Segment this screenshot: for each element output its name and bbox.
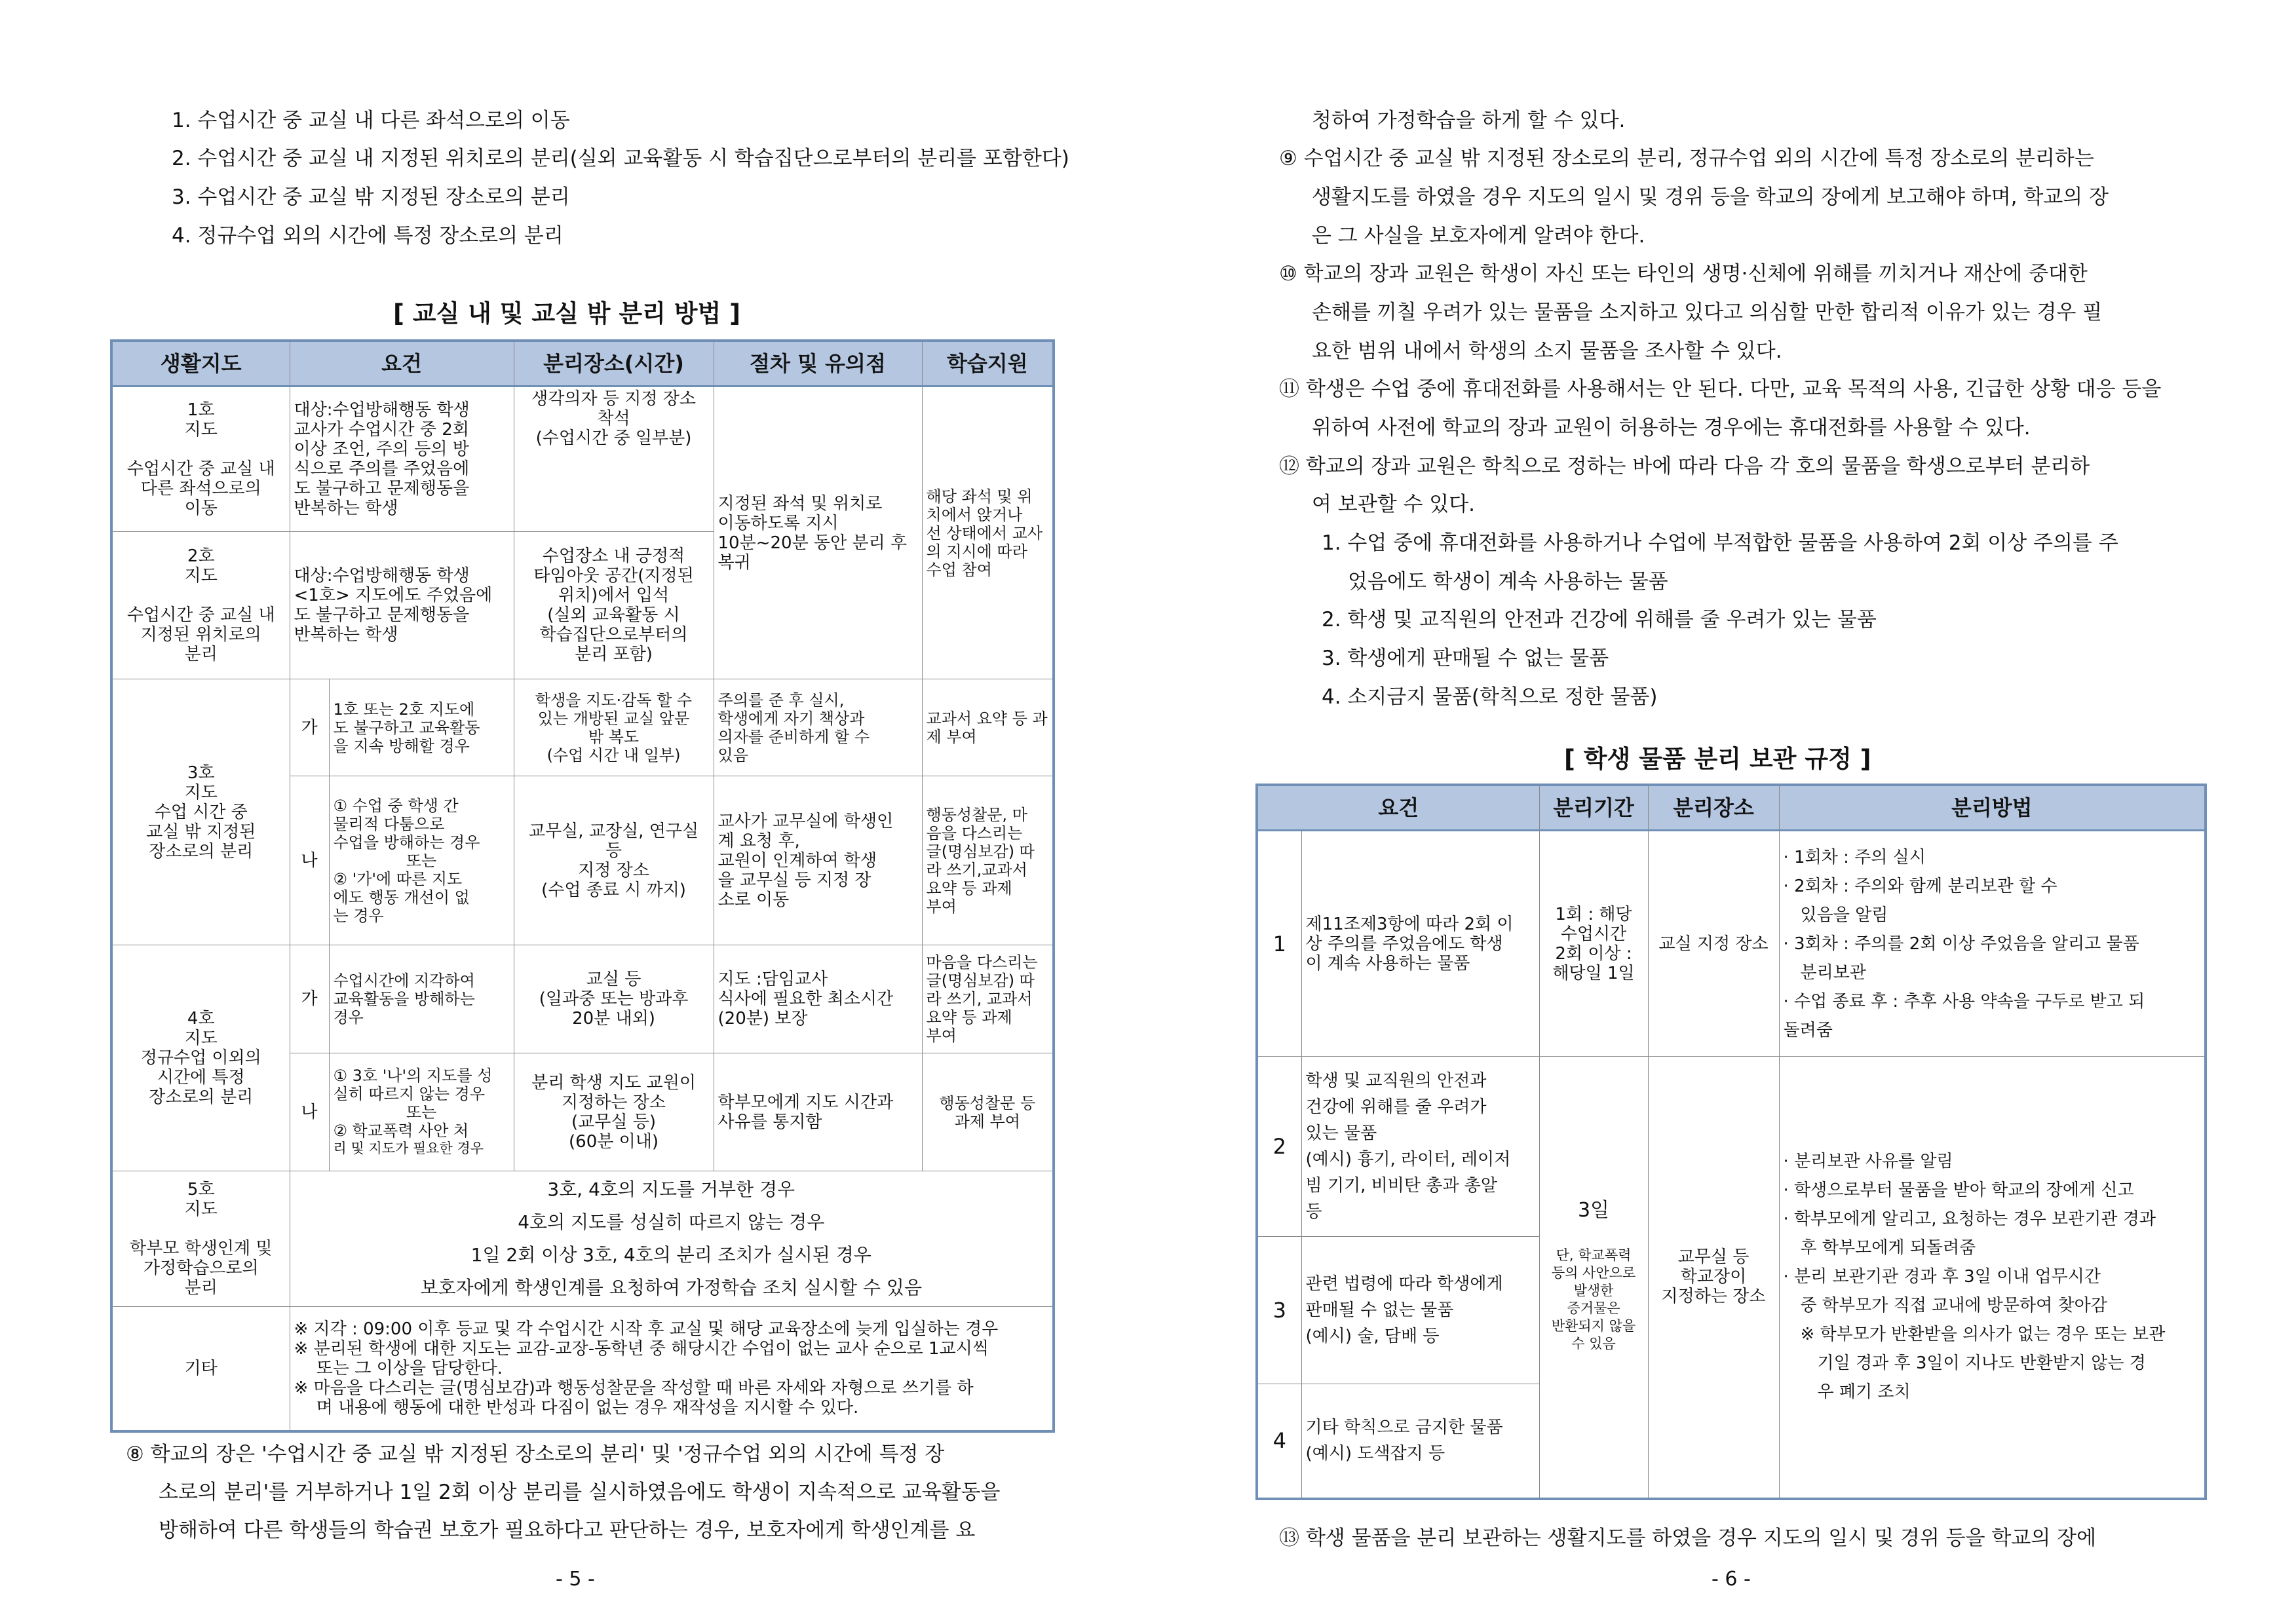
col-header: 요건 [290,341,514,387]
support-cell: 행동성찰문 등 과제 부여 [922,1053,1054,1171]
sub-label: 나 [290,776,329,945]
requirement-cell: 기타 학칙으로 금지한 물품 (예시) 도색잡지 등 [1301,1384,1539,1499]
section-title: [ 교실 내 및 교실 밖 분리 방법 ] [393,299,741,328]
requirement-cell: ① 수업 중 학생 간 물리적 다툼으로 수업을 방해하는 경우 또는 ② '가'에 따른 지도 에도 행동 개선이 없 는 경우 [329,776,514,945]
paragraph-line: ⑫ 학교의 장과 교원은 학칙으로 정하는 바에 따라 다음 각 호의 물품을 학생으로부터 분리하 [1279,455,2090,478]
paragraph-line: ⑩ 학교의 장과 교원은 학생이 자신 또는 타인의 생명·신체에 위해를 끼치거나 재산에 중대한 [1279,262,2088,286]
method-cell: · 분리보관 사유를 알림 · 학생으로부터 물품을 받아 학교의 장에게 신고 · 학부모에게 알리고, 요청하는 경우 보관기관 경과 후 학부모에게 되돌려줌 · 분리 보관기관 경과 후 3일 이내 업무시간 중 학부모가 직접 교내에 방문하여 찾아감 ※ 학부모가 반환받을 의사가 없는 경우 또는 보관 기일 경과 후 3일이 지나도 반환받지 않는 경 우 폐기 조치 [1779,1057,2206,1499]
col-header: 분리기간 [1539,785,1648,831]
place-cell: 생각의자 등 지정 장소 착석 (수업시간 중 일부분) [514,387,714,532]
paragraph-line: 손해를 끼칠 우려가 있는 물품을 소지하고 있다고 의심할 만한 합리적 이유가 있는 경우 필 [1312,301,2103,324]
requirement-cell: 1호 또는 2호 지도에 도 불구하고 교육활동 을 지속 방해할 경우 [329,679,514,776]
row-number: 2 [1257,1057,1301,1237]
procedure-cell: 주의를 준 후 실시, 학생에게 자기 책상과 의자를 준비하게 할 수 있음 [714,679,922,776]
table-row [111,1171,1054,1307]
paragraph-line: 은 그 사실을 보호자에게 알려야 한다. [1312,224,1645,248]
support-cell: 교과서 요약 등 과 제 부여 [922,679,1054,776]
list-item: 4. 소지금지 물품(학칙으로 정한 물품) [1322,685,1658,709]
guide-cell: 2호 지도 수업시간 중 교실 내 지정된 위치로의 분리 [111,532,290,679]
guide-cell: 4호 지도 정규수업 이외의 시간에 특정 장소로의 분리 [111,945,290,1171]
requirement-cell: 학생 및 교직원의 안전과 건강에 위해를 줄 우려가 있는 물품 (예시) 흉기, 라이터, 레이저 빔 기기, 비비탄 총과 총알 등 [1301,1057,1539,1237]
procedure-cell: 지도 :담임교사 식사에 필요한 최소시간 (20분) 보장 [714,945,922,1053]
table-row [111,945,1054,1053]
table-row [1257,831,2206,1057]
list-item: 3. 학생에게 판매될 수 없는 물품 [1322,647,1609,670]
row-number: 4 [1257,1384,1301,1499]
col-header: 학습지원 [922,341,1054,387]
item-storage-table [1255,784,2207,1500]
col-header: 분리방법 [1779,785,2206,831]
procedure-cell: 지정된 좌석 및 위치로 이동하도록 지시 10분~20분 동안 분리 후 복귀 [714,387,922,679]
guide-cell: 1호 지도 수업시간 중 교실 내 다른 좌석으로의 이동 [111,387,290,532]
table-row [111,679,1054,776]
paragraph-line: ⑪ 학생은 수업 중에 휴대전화를 사용해서는 안 된다. 다만, 교육 목적의 사용, 긴급한 상황 대응 등을 [1279,377,2162,401]
row-number: 1 [1257,831,1301,1057]
method-cell: · 1회차 : 주의 실시 · 2회차 : 주의와 함께 분리보관 할 수 있음을 알림 · 3회차 : 주의를 2회 이상 주었음을 알리고 물품 분리보관 · 수업 종료 후 : 추후 사용 약속을 구두로 받고 되 돌려줌 [1779,831,2206,1057]
requirement-cell: 수업시간에 지각하여 교육활동을 방해하는 경우 [329,945,514,1053]
separation-method-table [110,339,1055,1433]
place-cell: 교무실, 교장실, 연구실 등 지정 장소 (수업 종료 시 까지) [514,776,714,945]
requirement-cell: 대상:수업방해행동 학생 <1호> 지도에도 주었음에 도 불구하고 문제행동을 반복하는 학생 [290,532,514,679]
procedure-cell: 학부모에게 지도 시간과 사유를 통지함 [714,1053,922,1171]
row-number: 3 [1257,1237,1301,1384]
sub-label: 가 [290,945,329,1053]
etc-notes: ※ 지각 : 09:00 이후 등교 및 각 수업시간 시작 후 교실 및 해당 교육장소에 늦게 입실하는 경우 ※ 분리된 학생에 대한 지도는 교감-교장-동학년 중 해당시간 수업이 없는 교사 순으로 1교시씩 또는 그 이상을 담당한다. ※ 마음을 다스리는 글(명심보감)과 행동성찰문을 작성할 때 바른 자세와 자형으로 쓰기를 하 며 내용에 행동에 대한 반성과 다짐이 없는 경우 재작성을 지시할 수 있다. [290,1307,1054,1431]
paragraph-line: ⑬ 학생 물품을 분리 보관하는 생활지도를 하였을 경우 지도의 일시 및 경위 등을 학교의 장에 [1279,1526,2097,1550]
place-cell: 수업장소 내 긍정적 타임아웃 공간(지정된 위치)에서 입석 (실외 교육활동 시 학습집단으로부터의 분리 포함) [514,532,714,679]
table-header-row [1257,785,2206,831]
paragraph-line: 위하여 사전에 학교의 장과 교원이 허용하는 경우에는 휴대전화를 사용할 수 있다. [1312,416,2031,440]
paragraph-line: 소로의 분리'를 거부하거나 1일 2회 이상 분리를 실시하였음에도 학생이 지속적으로 교육활동을 [159,1481,1001,1504]
list-item: 3. 수업시간 중 교실 밖 지정된 장소로의 분리 [172,185,570,209]
period-cell: 1회 : 해당 수업시간 2회 이상 : 해당일 1일 [1539,831,1648,1057]
paragraph-line: 청하여 가정학습을 하게 할 수 있다. [1312,109,1626,132]
list-item: 었음에도 학생이 계속 사용하는 물품 [1348,570,1668,594]
place-cell: 학생을 지도·감독 할 수 있는 개방된 교실 앞문 밖 복도 (수업 시간 내 일부) [514,679,714,776]
paragraph-line: 여 보관할 수 있다. [1312,493,1476,516]
table-row [111,1307,1054,1431]
merged-cell: 3호, 4호의 지도를 거부한 경우 4호의 지도를 성실히 따르지 않는 경우 1일 2회 이상 3호, 4호의 분리 조치가 실시된 경우 보호자에게 학생인계를 요청하여 가정학습 조치 실시할 수 있음 [290,1171,1054,1307]
sub-label: 나 [290,1053,329,1171]
sub-label: 가 [290,679,329,776]
requirement-cell: 관련 법령에 따라 학생에게 판매될 수 없는 물품 (예시) 술, 담배 등 [1301,1237,1539,1384]
list-item: 4. 정규수업 외의 시간에 특정 장소로의 분리 [172,224,564,248]
list-item: 1. 수업 중에 휴대전화를 사용하거나 수업에 부적합한 물품을 사용하여 2회 이상 주의를 주 [1322,531,2118,555]
paragraph-line: ⑨ 수업시간 중 교실 밖 지정된 장소로의 분리, 정규수업 외의 시간에 특정 장소로의 분리하는 [1279,147,2094,170]
guide-cell: 5호 지도 학부모 학생인계 및 가정학습으로의 분리 [111,1171,290,1307]
requirement-cell: 대상:수업방해행동 학생 교사가 수업시간 중 2회 이상 조언, 주의 등의 방 식으로 주의를 주었음에 도 불구하고 문제행동을 반복하는 학생 [290,387,514,532]
place-cell: 분리 학생 지도 교원이 지정하는 장소 (교무실 등) (60분 이내) [514,1053,714,1171]
support-cell: 해당 좌석 및 위 치에서 앉거나 선 상태에서 교사 의 지시에 따라 수업 참여 [922,387,1054,679]
col-header: 요건 [1257,785,1539,831]
procedure-cell: 교사가 교무실에 학생인 계 요청 후, 교원이 인계하여 학생 을 교무실 등 지정 장 소로 이동 [714,776,922,945]
page-6 [1148,0,2296,1624]
place-cell: 교실 등 (일과중 또는 방과후 20분 내외) [514,945,714,1053]
table-row [1257,1057,2206,1237]
place-cell: 교실 지정 장소 [1648,831,1779,1057]
support-cell: 마음을 다스리는 글(명심보감) 따 라 쓰기, 교과서 요약 등 과제 부여 [922,945,1054,1053]
requirement-cell: 제11조제3항에 따라 2회 이 상 주의를 주었음에도 학생 이 계속 사용하는 물품 [1301,831,1539,1057]
col-header: 생활지도 [111,341,290,387]
support-cell: 행동성찰문, 마 음을 다스리는 글(명심보감) 따 라 쓰기,교과서 요약 등 과제 부여 [922,776,1054,945]
col-header: 분리장소 [1648,785,1779,831]
col-header: 절차 및 유의점 [714,341,922,387]
page-number: - 5 - [556,1568,595,1591]
table-row [111,387,1054,532]
requirement-cell: ① 3호 '나'의 지도를 성 실히 따르지 않는 경우 또는 ② 학교폭력 사안 처 리 및 지도가 필요한 경우 [329,1053,514,1171]
list-item: 2. 학생 및 교직원의 안전과 건강에 위해를 줄 우려가 있는 물품 [1322,608,1877,632]
etc-label: 기타 [111,1307,290,1431]
period-cell: 3일 단, 학교폭력 등의 사안으로 발생한 증거물은 반환되지 않을 수 있음 [1539,1057,1648,1499]
section-title: [ 학생 물품 분리 보관 규정 ] [1564,745,1871,773]
paragraph-line: 요한 범위 내에서 학생의 소지 물품을 조사할 수 있다. [1312,339,1782,363]
page-number: - 6 - [1712,1568,1751,1591]
col-header: 분리장소(시간) [514,341,714,387]
guide-cell: 3호 지도 수업 시간 중 교실 밖 지정된 장소로의 분리 [111,679,290,945]
list-item: 2. 수업시간 중 교실 내 지정된 위치로의 분리(실외 교육활동 시 학습집단으로부터의 분리를 포함한다) [172,147,1069,170]
paragraph-line: 생활지도를 하였을 경우 지도의 일시 및 경위 등을 학교의 장에게 보고해야 하며, 학교의 장 [1312,185,2109,209]
place-cell: 교무실 등 학교장이 지정하는 장소 [1648,1057,1779,1499]
table-header-row [111,341,1054,387]
list-item: 1. 수업시간 중 교실 내 다른 좌석으로의 이동 [172,109,570,132]
paragraph-line: ⑧ 학교의 장은 '수업시간 중 교실 밖 지정된 장소로의 분리' 및 '정규수업 외의 시간에 특정 장 [126,1443,945,1466]
paragraph-line: 방해하여 다른 학생들의 학습권 보호가 필요하다고 판단하는 경우, 보호자에게 학생인계를 요 [159,1519,976,1542]
